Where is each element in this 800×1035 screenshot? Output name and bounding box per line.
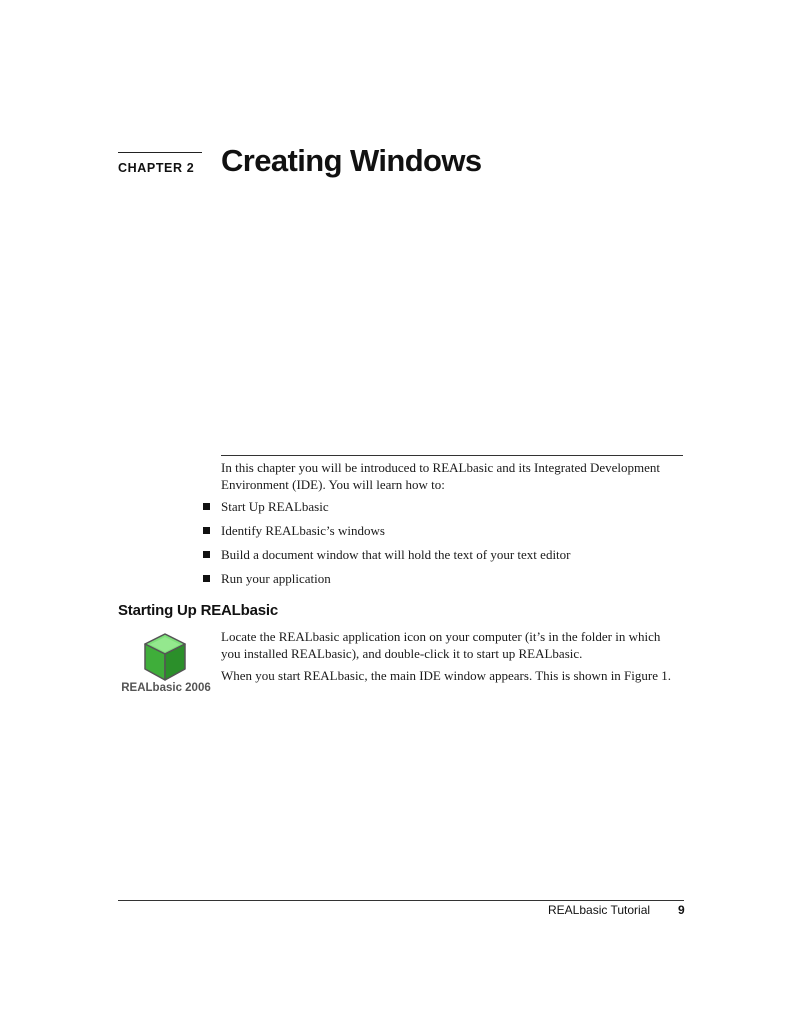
footer-rule <box>118 900 684 901</box>
chapter-title: Creating Windows <box>221 143 482 178</box>
list-item-text: Start Up REALbasic <box>221 499 329 514</box>
footer-title: REALbasic Tutorial <box>548 903 651 917</box>
chapter-rule <box>118 152 202 153</box>
list-item-text: Identify REALbasic’s windows <box>221 523 385 538</box>
square-bullet-icon <box>203 575 210 582</box>
body-paragraph: Locate the REALbasic application icon on your computer (it’s in the folder in which you installed REALbasic), and double-click it to start up REALbasic. <box>221 629 661 661</box>
list-item-text: Build a document window that will hold the text of your text editor <box>221 547 571 562</box>
square-bullet-icon <box>203 503 210 510</box>
page-number: 9 <box>678 903 685 917</box>
realbasic-cube-icon <box>141 632 189 682</box>
square-bullet-icon <box>203 527 210 534</box>
section-heading: Starting Up REALbasic <box>118 602 278 619</box>
body-paragraph: When you start REALbasic, the main IDE window appears. This is shown in Figure 1. <box>221 668 671 683</box>
list-item-text: Run your application <box>221 571 331 586</box>
chapter-label: CHAPTER 2 <box>118 161 195 175</box>
app-icon-label: REALbasic 2006 <box>121 682 211 694</box>
intro-paragraph: In this chapter you will be introduced to REALbasic and its Integrated Development Environment (IDE). You will learn how to: <box>221 460 660 492</box>
intro-rule <box>221 455 683 456</box>
square-bullet-icon <box>203 551 210 558</box>
